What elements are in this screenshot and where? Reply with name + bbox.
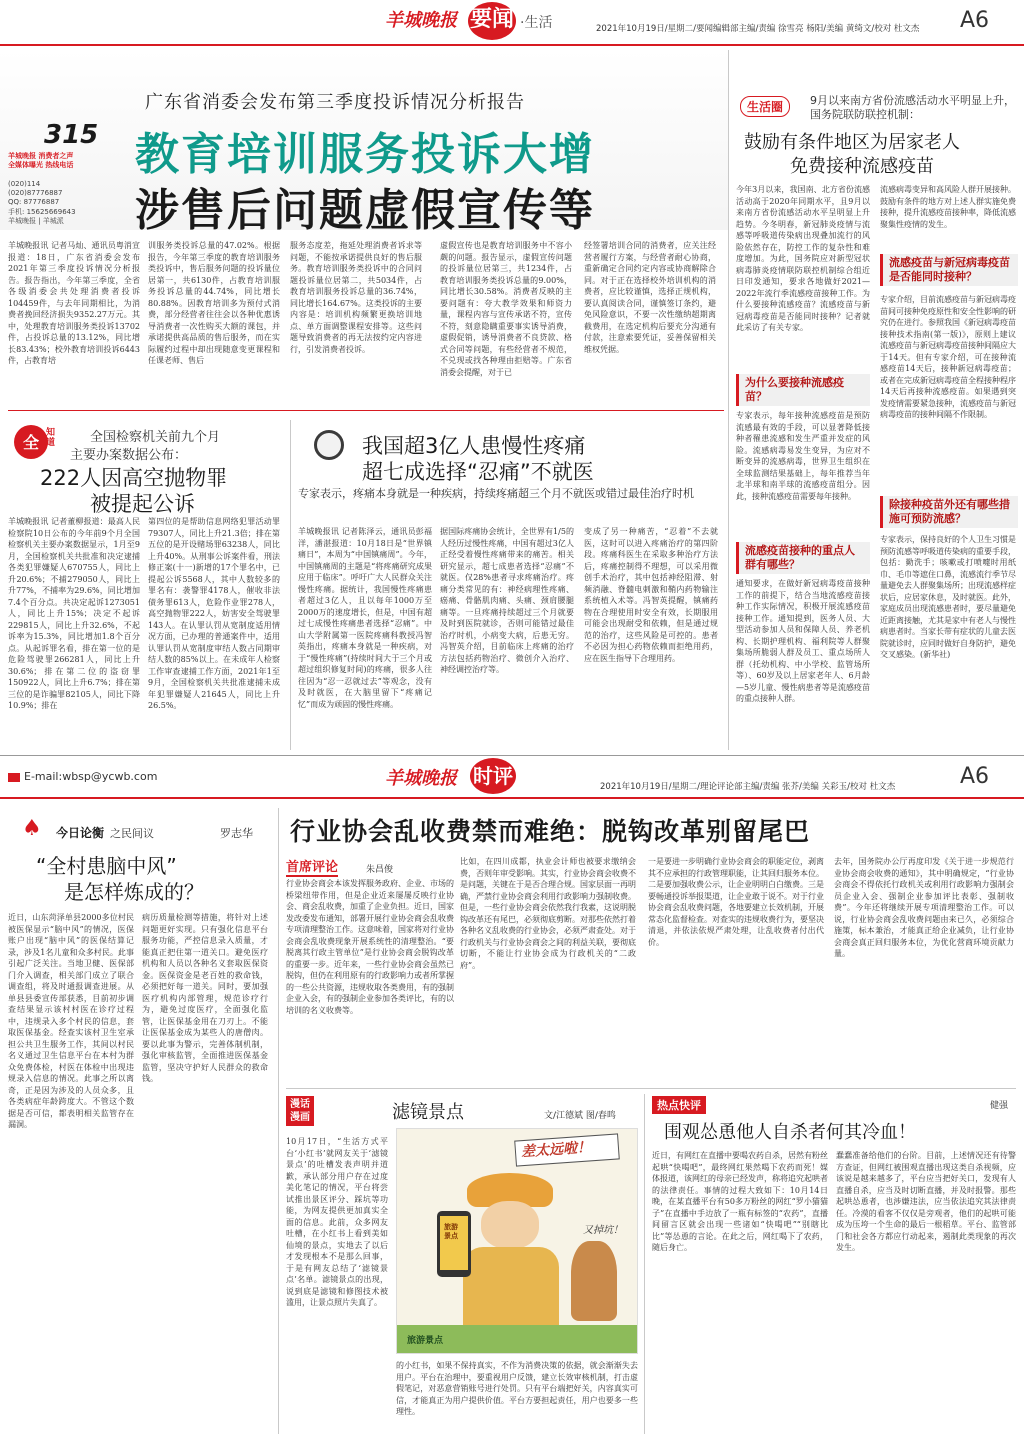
section-title: 要闻	[470, 7, 515, 32]
paper-logo: 羊城晚报	[385, 10, 457, 31]
left-body-a: 近日，山东菏泽单县2000多位村民被医保显示“脑中风”的情况，医保账户出现“脑中风”的医保结算记录，涉及1名儿童和众多村民。此事引起广泛关注。当地卫健、医保部门介入调查，相关部门成立了联合调查组，将及时通报调查进展。从单县县委宣传部获悉，目前初步调查结果显示该村村医在诊疗过程中，违规录入多个村民的信息，套取医保基金。经查实该村卫生室承担公共卫生服务工作，其间以村民名义通过卫生信息平台在本村为群众免费体检，村医在体检中出现违规录入信息的情况。此事之所以离奇，正是因为涉及的人员众多，且各类病症年龄跨度大。不管这个数据是否可信，都表明相关监管存在漏洞。	[8, 913, 134, 1129]
zhi-title-2: 被提起公诉	[90, 492, 195, 516]
zhi-col-2: 第四位的是帮助信息网络犯罪活动罪79307人，同比上升21.3倍；排在第五位的是开设赌场罪63238人，同比上升40%。从刑事公诉案件看，刑法修正案(十一)新增的17个罪名中，已提起公诉5568人，其中人数较多的罪名有：袭警罪4178人，催收非法债务罪613人，危险作业罪278人，高空抛物罪222人，妨害安全驾驶罪143人。在认罪认罚从宽制度适用情况方面，已办理的普通案件中，适用认罪认罚从宽制度审结人数占同期审结人数的85%以上。在未成年人检察工作审查逮捕工作方面，2021年1至9月，全国检察机关共批准逮捕未成年犯罪嫌疑人21645人，同比上升26.5%。	[148, 517, 280, 710]
left-tag-sub: 之民间议	[110, 827, 154, 840]
lead2-col-tag: 首席评论	[286, 856, 338, 877]
lead-col-2: 训服务类投诉总量的47.02%。根据报告，今年第三季度的教育培训服务类投诉中，售后服务问题的投诉量位居第一，共6130件，占教育培训服务投诉总量的44.74%，同比增长80.88%。因教育培训多为预付式消费，部分经营者往往会以各种优惠诱导消费者一次性购买大额的课包，并承诺提供高品质的售后服务，而在实际履约过程中却出现随意变更课程和任课老师、售后	[148, 241, 280, 365]
left-author: 罗志华	[220, 827, 253, 840]
cartoon-body-a: 10月17日，“生活方式平台‘小红书’就网友关于‘滤镜景点’的吐槽发表声明并道歉，承认部分用户存在过度美化笔记的情况，平台将尝试推出景区评分、踩坑等功能，为网友提供更加真实全面的信息。此前，众多网友吐槽，在小红书上看到美如仙境的景点，实地去了以后才发现根本不是那么回事，于是有网友总结了‘滤镜景点’名单。滤镜景点的出现，说到底是滤镜和修图技术被滥用，让景点照片失真了。	[286, 1137, 388, 1307]
spade-icon: ♠	[22, 816, 42, 841]
lead-col-5: 经签署培训合同的消费者，应关注经营者履行方案，与经营者耐心协商，重新确定合同约定内容或协商解除合同。对于正在选择校外培训机构的消费者，应比较谨慎，选择正规机构，要认真阅读合同，谨慎签订条约，避免风险意识，不要一次性缴纳超期离截费用，在选定机构后要充分沟通有付款，注意索要凭证，妥善保留相关维权凭据。	[584, 241, 716, 354]
cartoon-person-2	[571, 1241, 617, 1321]
zhi-col-1: 羊城晚报讯 记者董柳报道：最高人民检察院10日公布的今年前9个月全国检察机关主要办案数据显示，1月至9月，全国检察机关共批准和决定逮捕各类犯罪嫌疑人670755人，同比上升20.6%；不捕279050人，同比上升77%，不捕率为29.6%，同比增加7.4个百分点。共决定起诉1273051人，同比上升15%；决定不起诉229815人，同比上升32.6%，不起诉率为15.3%，同比增加1.8个百分点。从起诉罪名看，排在第一位的是危险驾驶罪266281人，同比上升30.6%；排在第二位的盗窃罪150922人，同比上升6.7%；排在第三位的是诈骗罪82105人，同比下降10.9%；排在	[8, 517, 140, 710]
lead2-p4: 去年，国务院办公厅再度印发《关于进一步规范行业协会商会收费的通知》，其中明确规定，“行业协会商会不得依托行政机关或利用行政影响力强制会员企业入会、强制企业参加评比表彰、强制收费”。今年还将继续开展专项清理整治工作。可以说，行业协会商会乱收费问题由来已久，必须综合施策，标本兼治，才能真正给企业减负，让行业协会商会真正回归服务本位，为优化营商环境贡献力量。	[834, 857, 1014, 958]
mid-header-rule	[0, 797, 1024, 799]
315-line-3: QQ: 87776887	[8, 198, 60, 206]
cartoon-tag: 漫话漫画	[290, 1099, 310, 1123]
pain-col-1: 羊城晚报讯 记者陈泽云，通讯员彭福洋，潘湛报道：10月18日是“世界镇痛日”，本周为“中国镇痛周”。今年，中国镇痛周的主题是“将疼痛研究成果应用于临床”。呼吁广大人民群众关注慢性疼痛。据统计，我国慢性疼痛患者超过3亿人，且以每年1000万至2000万的速度增长，但是，中国有超过七成慢性疼痛患者选择“忍痛”。中山大学附属第一医院疼痛科教授冯智英指出，疼痛本身就是一种疾病，对于“慢性疼痛”(持续时间大于三个月或超过组织修复时间)的疼痛，很多人往往因为“忍一忍就过去”等观念，没有及时就医，在大脑里留下“疼痛记忆”而成为顽固的慢性疼痛。	[298, 527, 432, 709]
cartoon-phone-label: 旅游景点	[444, 1223, 458, 1240]
pain-col-2: 据国际疼痛协会统计，全世界有1/5的人经历过慢性疼痛，中国有超过3亿人正经受着慢性疼痛带来的痛苦。相关研究显示，超七成患者选择“忍痛”不就医。仅28%患者寻求疼痛治疗。疼痛分类常见的有：神经病理性疼痛、癌痛、骨骼肌肉痛、头痛、颈肩腰腿痛等。一旦疼痛持续超过三个月就要及时到医院就诊，否则可能错过最佳治疗时机，小病变大病，后患无穷。冯智英介绍，目前临床上疼痛的治疗方法包括药物治疗、微创介入治疗、神经调控治疗等。	[440, 527, 574, 674]
side-circle-label: 生活圈	[740, 96, 790, 117]
mid-page-number: A6	[960, 764, 990, 789]
divider-side	[728, 50, 729, 750]
lead2-p1: 行业协会商会本该发挥服务政府、企业、市场的桥梁纽带作用，但是企业近来屡屡反映行业协会、商会乱收费，加重了企业负担。近日，国家发改委发布通知，部署开展行业协会商会乱收费专项清理整治工作。这意味着，国家将对行业协会商会乱收费现象开展系统性的清理整治。“要脱离其行政主管单位”是行业协会商会脱钩改革的重要一步。近年来，一些行业协会商会虽然已脱钩，但仍在利用原有的行政影响力或者所掌握的一些公共资源，违规收取各类费用，有的强制企业入会，有的强制企业参加各类评比，有的以培训的名义收费等。	[286, 879, 454, 1015]
mid-dateline: 2021年10月19日/星期二/理论评论部主编/责编 张芥/美编 关彩玉/校对 杜文杰	[600, 782, 896, 792]
lead-col-3: 服务态度差，拖延处理消费者诉求等问题，不能按承诺提供良好的售后服务。教育培训服务类投诉中的合同问题投诉量位居第二，共5034件，占教育培训服务投诉总量的36.74%，同比增长164.67%。这类投诉的主要内容是：培训机构频繁更换培训地点、单方面调整课程安排等。这些问题导致消费者的再无法按约定内容进行，引发消费者投诉。	[290, 241, 422, 354]
right-body-a: 近日，有网红在直播中要喝农药自杀，居然有粉丝起哄“快喝吧”，最终网红果然喝下农药而死！媒体报道，该网红的母亲已经发声，称将追究起哄者的法律责任。事情的过程大致如下：10月14日晚，在某直播平台有50多万粉丝的网红“罗小猫猫子”在直播中手边放了一瓶有标签的“农药”，直播间留言区就会出现一些诸如“快喝吧”“别瞎比比”等怂恿的言论。在此之后，网红喝下了农药，随后身亡。	[652, 1151, 828, 1252]
lead-kicker: 广东省消委会发布第三季度投诉情况分析报告	[145, 92, 525, 113]
page-split	[0, 755, 1024, 756]
zhi-title-1: 222人因高空抛物罪	[40, 466, 228, 490]
cartoon-phone	[437, 1211, 471, 1277]
zhi-badge-text: 全	[22, 433, 39, 452]
right-author: 健强	[990, 1101, 1009, 1111]
sidebar-315	[8, 120, 128, 230]
lead-title-2: 涉售后问题虚假宣传等	[135, 185, 595, 236]
side-a1: 专家介绍，目前流感疫苗与新冠病毒疫苗间可接种免疫原性和安全性影响的研究仍在进行。参照我国《新冠病毒疫苗接种技术指南(第一版)》，原则上建议流感疫苗与新冠病毒疫苗接种间隔应大于14天。但有专家介绍，可在接种流感疫苗14天后，接种新冠病毒疫苗；或者在完成新冠病毒疫苗全程接种程序14天后再接种流感疫苗。如果遇到突发疫情需要紧急接种，流感疫苗与新冠病毒疫苗的接种间隔不作限制。	[880, 295, 1016, 419]
left-title-2: 是怎样炼成的？	[64, 880, 204, 904]
side-q4: 流感疫苗接种的重点人群有哪些？	[736, 542, 870, 574]
mid-paper-logo: 羊城晚报	[385, 768, 457, 789]
side-a3: 专家表示，保持良好的个人卫生习惯是预防流感等呼吸道传染病的重要手段，包括：勤洗手；咳嗽或打喷嚏时用纸巾、毛巾等遮住口鼻，流感流行季节尽量避免去人群聚集场所；出现流感样症状后，应居家休息，及时就医。此外，家庭成员出现流感患者时，要尽量避免近距离接触，尤其是家中有老人与慢性病患者时。当家长带有症状的儿童去医院就诊时，应同时做好自身防护，避免交叉感染。(新华社)	[880, 535, 1016, 659]
divider-lead	[8, 410, 724, 411]
pain-col-3: 变成了另一种痛苦，“忍着”不去就医，这时可以进入疼痛治疗的第四阶段。疼痛科医生在采取多种治疗方法后，疼痛控制得不理想，可以采用微创手术治疗，其中包括神经阻滞、射频消融、脊髓电刺激和鞘内药物输注系统植入术等。冯智英提醒，镇痛药物在合理使用时安全有效，长期服用可能会出现耐受和依赖，但是通过规范的治疗，这些风险是可控的。患者不必因为担心药物依赖而拒绝用药，应在医生指导下合理用药。	[584, 527, 718, 663]
dateline: 2021年10月19日/星期二/要闻编辑部主编/责编 徐雪亮 杨阳/美编 黄绮文/校对 杜文杰	[596, 24, 920, 34]
cartoon-title: 滤镜景点	[392, 1102, 464, 1123]
cartoon-caption-2: 又掉坑！	[583, 1225, 623, 1236]
lead-title-1: 教育培训服务投诉大增	[135, 129, 595, 180]
lead2-title: 行业协会乱收费禁而难绝：脱钩改革别留尾巴	[290, 817, 811, 846]
315-line-2: (020)87776887	[8, 189, 63, 197]
cartoon-sign-text: 差太远啦！	[520, 1139, 592, 1161]
cartoon-body	[463, 1247, 559, 1331]
cartoon-ground-label: 旅游景点	[407, 1336, 444, 1346]
lead2-p2: 比如，在四川成都，执业会计师也被要求缴纳会费，否则年审受影响。其实，行业协会商会收费不是问题，关键在于是否合理合规。国家层面一再明确，严禁行业协会商会利用行政影响力强制收费。但是，一些行业协会商会依然我行我素，这说明脱钩改革还有尾巴，必须彻底剪断。对那些依然打着各种名义乱收费的行业协会，必须严肃查处。对于行政机关与行业协会商会之间的利益关联，要彻底切断，不能让行业协会成为行政机关的“二政府”。	[460, 857, 636, 970]
side-q2: 为什么要接种流感疫苗？	[736, 374, 870, 406]
zhi-badge-sub: 知道	[46, 428, 56, 448]
page-number: A6	[960, 8, 990, 33]
cartoon-face	[481, 1201, 539, 1249]
cartoon-image	[396, 1128, 638, 1354]
subsection: ·生活	[520, 15, 553, 31]
right-title: 围观怂恿他人自杀者何其冷血！	[664, 1122, 916, 1143]
side-title-2: 免费接种流感疫苗	[790, 156, 934, 177]
mid-email: E-mail:wbsp@ycwb.com	[24, 770, 158, 783]
side-intro-b: 流感病毒变异和高风险人群开展接种。鼓励有条件的地方对上述人群实施免费接种，提升流感疫苗接种率，降低流感聚集性疫情的发生。	[880, 185, 1016, 229]
right-body-b: 蠢蠢准备给他们的台阶。目前，上述情况还有待警方查证，但网红被围观直播出现这类自杀视频，应该说是越来越多了，平台应当把好关口，发现有人直播自杀，应当及时切断直播，并及时报警。那些起哄怂恿者，也涉嫌违法，应当依法追究其法律责任。冷漠的看客不仅仅是旁观者，他们的起哄可能成为压垮一个生命的最后一根稻草。平台、监管部门和社会各方都应行动起来，遏制此类现象的再次发生。	[836, 1151, 1016, 1252]
divider-zhi	[290, 420, 291, 750]
divider-right	[644, 1094, 645, 1434]
divider-cartoon	[286, 1088, 1016, 1089]
pain-title-2: 超七成选择“忍痛”不就医	[362, 460, 594, 484]
side-title-1: 鼓励有条件地区为居家老人	[744, 132, 960, 153]
side-kicker: 9月以来南方省份流感活动水平明显上升，国务院联防联控机制：	[810, 94, 1015, 121]
cartoon-body-b: 的小红书，如果不保持真实，不作为消费决策的依据，就会渐渐失去用户。平台在治理中，要重视用户反馈，建立长效审核机制，打击虚假笔记，对恶意营销账号进行处罚。只有平台端把好关，内容真实可信，才能真正为用户提供价值。平台方要担起责任，用户也要多一些理性。	[396, 1361, 638, 1416]
side-intro-a: 今年3月以来，我国南、北方省份流感活动高于2020年同期水平，且9月以来南方省份流感活动水平呈明显上升趋势。今冬明春，新冠肺炎疫情与流感等呼吸道传染病出现叠加流行的风险依然存在，防控工作的复杂性和难度增加。为此，国务院应对新型冠状病毒肺炎疫情联防联控机制综合组近日印发通知，要求各地做好2021—2022年流行季流感疫苗接种工作。为什么要接种流感疫苗？流感疫苗与新冠病毒疫苗是否能同时接种？记者就此采访了有关专家。	[736, 185, 870, 332]
zhi-kicker-2: 主要办案数据公布：	[70, 448, 188, 463]
lead2-p3: 一是要进一步明确行业协会商会的职能定位，剥离其不应承担的行政管理职能，让其回归服务本位。二是要加强收费公示，让企业明明白白缴费。三是要畅通投诉举报渠道，让企业敢于说不。对于行业协会商会乱收费问题，各地要建立长效机制，开展常态化监督检查。对查实的违规收费行为，要坚决清退，并依法依规严肃处理，让乱收费者付出代价。	[648, 857, 824, 947]
cartoon-author: 文/江德斌 图/春鸣	[544, 1111, 616, 1121]
315-line-4: 手机: 15625669643	[8, 208, 76, 216]
315-line-1: (020)114	[8, 180, 41, 188]
315-sub: 羊城晚报 消费者之声 全媒体曝光 热线电话	[8, 152, 74, 169]
pain-icon	[314, 430, 344, 460]
left-body-b: 病历质量检测等措施，将针对上述问题更好实现。只有强化信息平台服务功能，严控信息录入质量，才能真正把住第一道关口。避免医疗机构和人员以各种名义套取医保资金。医保资金是老百姓的救命钱，必须把好每一道关。同时，要加强医疗机构内部管理，规范诊疗行为，避免过度医疗，全面强化监管，让医保基金用在刀刃上。不能让医保基金成为某些人的唐僧肉。要以此事为警示，完善体制机制，强化审核监管，全面推进医保基金监管，坚决守护好人民群众的救命钱。	[142, 913, 268, 1083]
left-tag: 今日论衡	[56, 826, 105, 840]
header-rule	[0, 44, 1024, 46]
left-title-1: “全村患脑中风”	[36, 854, 177, 878]
lead-col-1: 羊城晚报讯 记者马灿、通讯员粤消宣报道：18日，广东省消委会发布2021年第三季度投诉情况分析报告。报告指出，今年第三季度，全省各级消委会共处理消费者投诉104459件，与去年同期相比，为消费者挽回经济损失9352.27万元。其中，处理教育培训服务类投诉13702件，占投诉总量的13.12%，同比增长83.43%；校外教育培训投诉6443件，占教育培	[8, 241, 140, 365]
divider-left	[278, 808, 279, 1434]
side-q3: 除接种疫苗外还有哪些措施可预防流感？	[880, 496, 1018, 528]
top-header	[0, 0, 1024, 44]
lead-col-4: 虚假宣传也是教育培训服务中不容小觑的问题。报告显示，虚假宣传问题的投诉量位居第三，共1234件，占教育培训服务类投诉总量的9.00%，同比增长30.58%。消费者反映的主要问题有：夸大教学效果和师资力量，课程内容与宣传承诺不符，宣传不符，刻意隐瞒重要事实诱导消费，虚假促销，诱导消费者不良贷款、格式合同等问题，有些经营者不规范，不兑现或找各种理由拒赔等。广东省消委会提醒，对于已	[440, 241, 572, 377]
pain-subtitle: 专家表示，疼痛本身就是一种疾病，持续疼痛超三个月不就医或错过最佳治疗时机	[298, 487, 694, 500]
mid-email-icon	[8, 773, 20, 782]
315-logo: 315	[44, 120, 99, 150]
pain-title-1: 我国超3亿人患慢性疼痛	[362, 434, 586, 458]
side-a2: 专家表示，每年接种流感疫苗是预防流感最有效的手段，可以显著降低接种者罹患流感和发生严重并发症的风险。流感病毒易发生变异，为应对不断变异的流感病毒，世界卫生组织在全球监测结果基础上，每年推荐当年北半球和南半球的流感疫苗组分。因此，接种流感疫苗需要每年接种。	[736, 411, 870, 501]
zhi-kicker-1: 全国检察机关前九个月	[90, 430, 221, 445]
right-tag: 热点快评	[652, 1096, 706, 1114]
315-line-5: 羊城晚报 | 羊城派	[8, 217, 64, 225]
side-a4: 通知要求，在做好新冠病毒疫苗接种工作的前提下，结合当地流感疫苗接种工作实际情况，积极开展流感疫苗接种工作。通知提到，医务人员、大型活动参加人员和保障人员、养老机构、长期护理机构、福利院等人群聚集场所脆弱人群及员工、重点场所人群（托幼机构、中小学校、监管场所等）、60岁及以上居家老年人、6月龄—5岁儿童、慢性病患者等是流感疫苗的重点接种人群。	[736, 579, 870, 703]
side-q1: 流感疫苗与新冠病毒疫苗是否能同时接种？	[880, 254, 1018, 286]
lead2-author: 朱昌俊	[366, 865, 394, 875]
mid-section-title: 时评	[473, 764, 513, 788]
